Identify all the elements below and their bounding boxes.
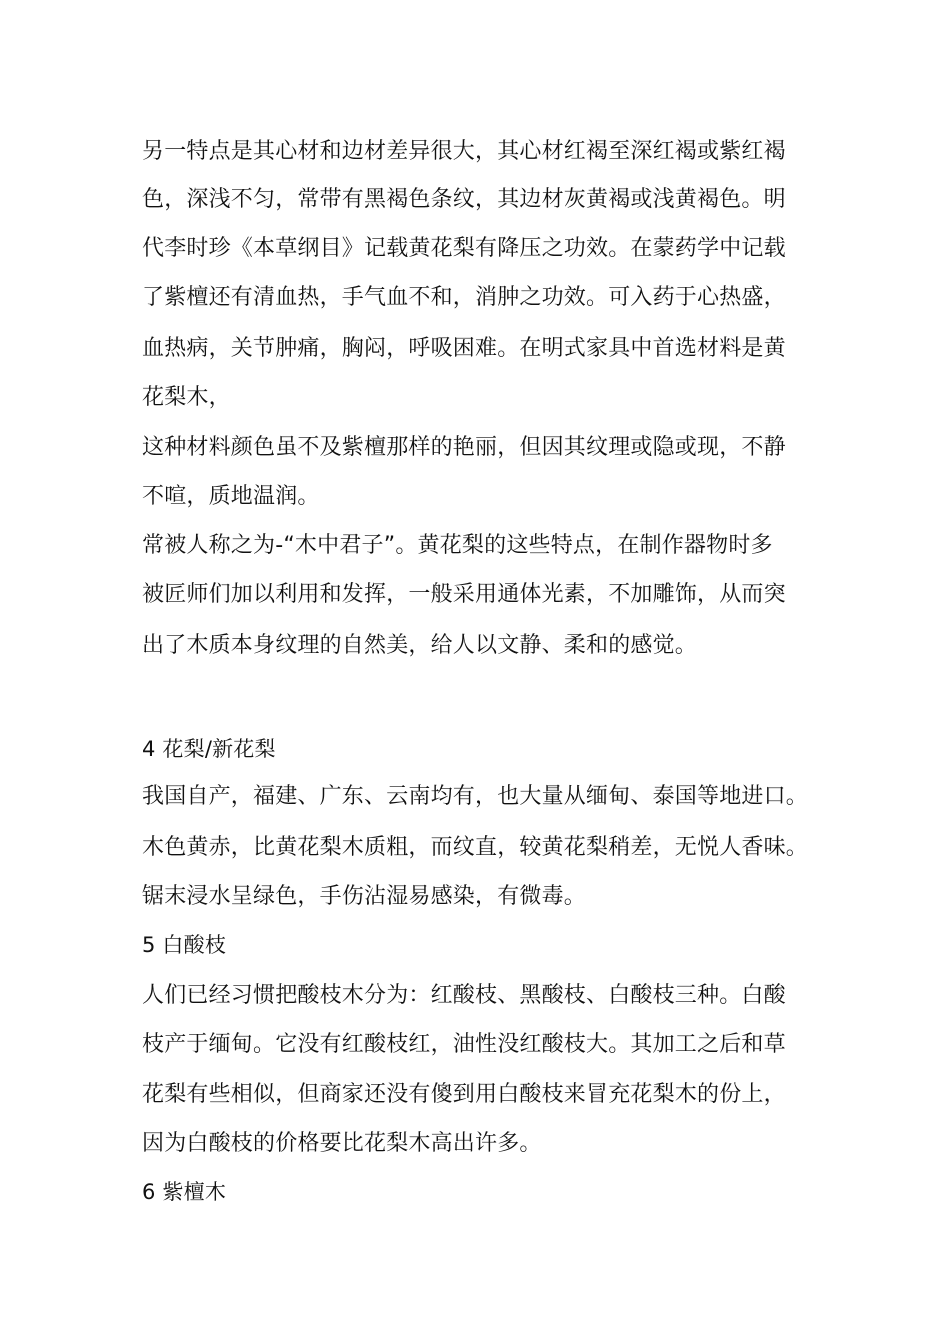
paragraph-line: 花梨有些相似，但商家还没有傻到用白酸枝来冒充花梨木的份上， <box>142 1082 786 1107</box>
paragraph-line: 人们已经习惯把酸枝木分为：红酸枝、黑酸枝、白酸枝三种。白酸 <box>142 983 786 1008</box>
paragraph-line: 血热病，关节肿痛，胸闷，呼吸困难。在明式家具中首选材料是黄 <box>142 336 786 361</box>
paragraph-line: 色，深浅不匀，常带有黑褐色条纹，其边材灰黄褐或浅黄褐色。明 <box>142 187 786 212</box>
paragraph-line: 被匠师们加以利用和发挥，一般采用通体光素，不加雕饰，从而突 <box>142 582 786 607</box>
section-heading-6: 6 紫檀木 <box>142 1180 227 1204</box>
paragraph-line: 常被人称之为-“木中君子”。黄花梨的这些特点，在制作器物时多 <box>142 533 773 558</box>
paragraph-line: 出了木质本身纹理的自然美，给人以文静、柔和的感觉。 <box>142 633 698 658</box>
paragraph-line: 木色黄赤，比黄花梨木质粗，而纹直，较黄花梨稍差，无悦人香味。 <box>142 835 809 860</box>
section-heading-4: 4 花梨/新花梨 <box>142 737 276 761</box>
paragraph-line: 这种材料颜色虽不及紫檀那样的艳丽，但因其纹理或隐或现，不静 <box>142 435 786 460</box>
paragraph-line: 我国自产，福建、广东、云南均有，也大量从缅甸、泰国等地进口。 <box>142 784 809 809</box>
paragraph-line: 另一特点是其心材和边材差异很大，其心材红褐至深红褐或紫红褐 <box>142 139 786 164</box>
paragraph-line: 花梨木， <box>142 385 231 410</box>
paragraph-line: 代李时珍《本草纲目》记载黄花梨有降压之功效。在蒙药学中记载 <box>142 236 786 261</box>
paragraph-line: 了紫檀还有清血热，手气血不和，消肿之功效。可入药于心热盛， <box>142 285 786 310</box>
paragraph-line: 枝产于缅甸。它没有红酸枝红，油性没红酸枝大。其加工之后和草 <box>142 1032 786 1057</box>
section-heading-5: 5 白酸枝 <box>142 933 227 957</box>
paragraph-line: 锯末浸水呈绿色，手伤沾湿易感染，有微毒。 <box>142 884 587 909</box>
paragraph-line: 因为白酸枝的价格要比花梨木高出许多。 <box>142 1131 542 1156</box>
paragraph-line: 不喧，质地温润。 <box>142 484 320 509</box>
